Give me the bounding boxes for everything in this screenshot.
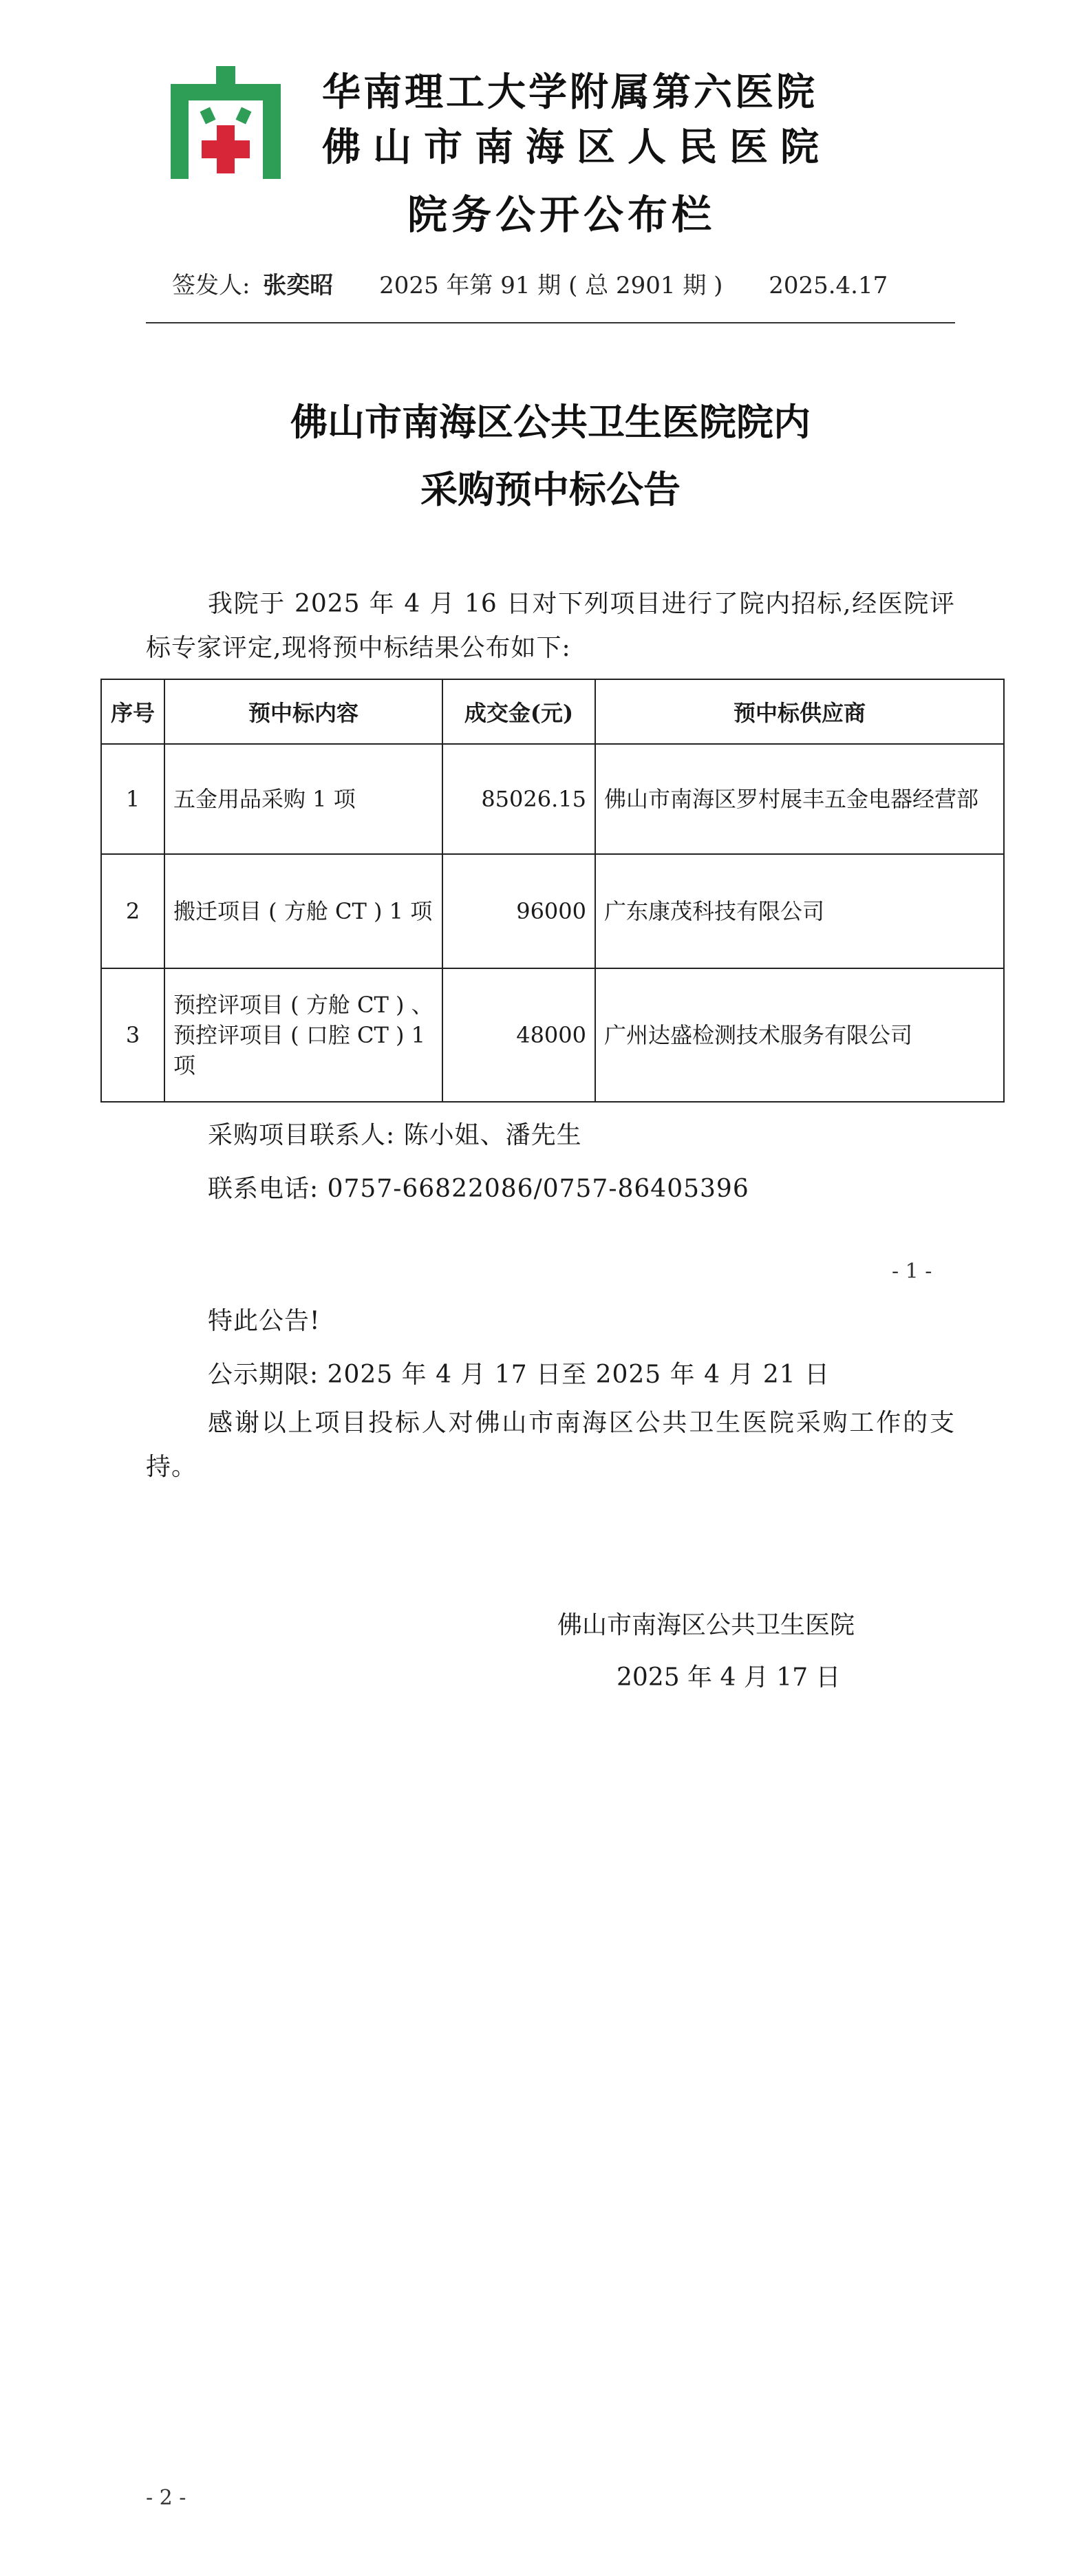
signer-label: 签发人: xyxy=(172,272,250,299)
header-content: 预中标内容 xyxy=(164,679,442,744)
publicity-period: 公示期限: 2025 年 4 月 17 日至 2025 年 4 月 21 日 xyxy=(208,1361,831,1389)
row-content: 搬迁项目 ( 方舱 CT ) 1 项 xyxy=(164,854,442,968)
table-row xyxy=(101,968,1004,1102)
hospital-logo-icon xyxy=(171,66,281,179)
row-no: 3 xyxy=(101,968,164,1102)
header-divider xyxy=(146,322,955,323)
signature-date: 2025 年 4 月 17 日 xyxy=(617,1663,841,1692)
issue-number: 2025 年第 91 期 ( 总 2901 期 ) xyxy=(379,272,723,299)
hospital-name-line1: 华南理工大学附属第六医院 xyxy=(322,70,817,115)
header-supplier: 预中标供应商 xyxy=(595,679,1004,744)
row-supplier: 佛山市南海区罗村展丰五金电器经营部 xyxy=(595,744,1004,854)
contact-person: 采购项目联系人: 陈小姐、潘先生 xyxy=(208,1121,582,1149)
signer-name: 张奕昭 xyxy=(263,272,334,299)
page-number-2: - 2 - xyxy=(146,2486,186,2510)
row-no: 1 xyxy=(101,744,164,854)
bid-results-table xyxy=(100,679,1005,1103)
table-header-row xyxy=(101,679,1004,744)
contact-phone: 联系电话: 0757-66822086/0757-86405396 xyxy=(208,1175,749,1203)
row-no: 2 xyxy=(101,854,164,968)
header-no: 序号 xyxy=(101,679,164,744)
intro-paragraph: 我院于 2025 年 4 月 16 日对下列项目进行了院内招标,经医院评标专家评定,现将预中标结果公布如下: xyxy=(146,590,955,662)
row-supplier: 广州达盛检测技术服务有限公司 xyxy=(595,968,1004,1102)
table-row xyxy=(101,854,1004,968)
header-amount: 成交金(元) xyxy=(442,679,595,744)
row-content: 预控评项目 ( 方舱 CT ) 、预控评项目 ( 口腔 CT ) 1 项 xyxy=(164,968,442,1102)
row-amount: 48000 xyxy=(442,968,595,1102)
notice-title-line2: 采购预中标公告 xyxy=(420,467,681,511)
board-title: 院务公开公布栏 xyxy=(407,191,716,238)
notice-title-line1: 佛山市南海区公共卫生医院院内 xyxy=(290,400,811,444)
issue-info-line xyxy=(172,270,963,301)
page-number-1: - 1 - xyxy=(892,1259,932,1284)
thanks-paragraph: 感谢以上项目投标人对佛山市南海区公共卫生医院采购工作的支持。 xyxy=(146,1409,955,1481)
row-content: 五金用品采购 1 项 xyxy=(164,744,442,854)
closing-notice: 特此公告! xyxy=(208,1307,321,1335)
row-amount: 85026.15 xyxy=(442,744,595,854)
signature-organization: 佛山市南海区公共卫生医院 xyxy=(557,1611,855,1639)
hospital-name-line2: 佛山市南海区人民医院 xyxy=(322,125,831,170)
issue-date: 2025.4.17 xyxy=(769,272,888,299)
row-supplier: 广东康茂科技有限公司 xyxy=(595,854,1004,968)
row-amount: 96000 xyxy=(442,854,595,968)
table-row xyxy=(101,744,1004,854)
